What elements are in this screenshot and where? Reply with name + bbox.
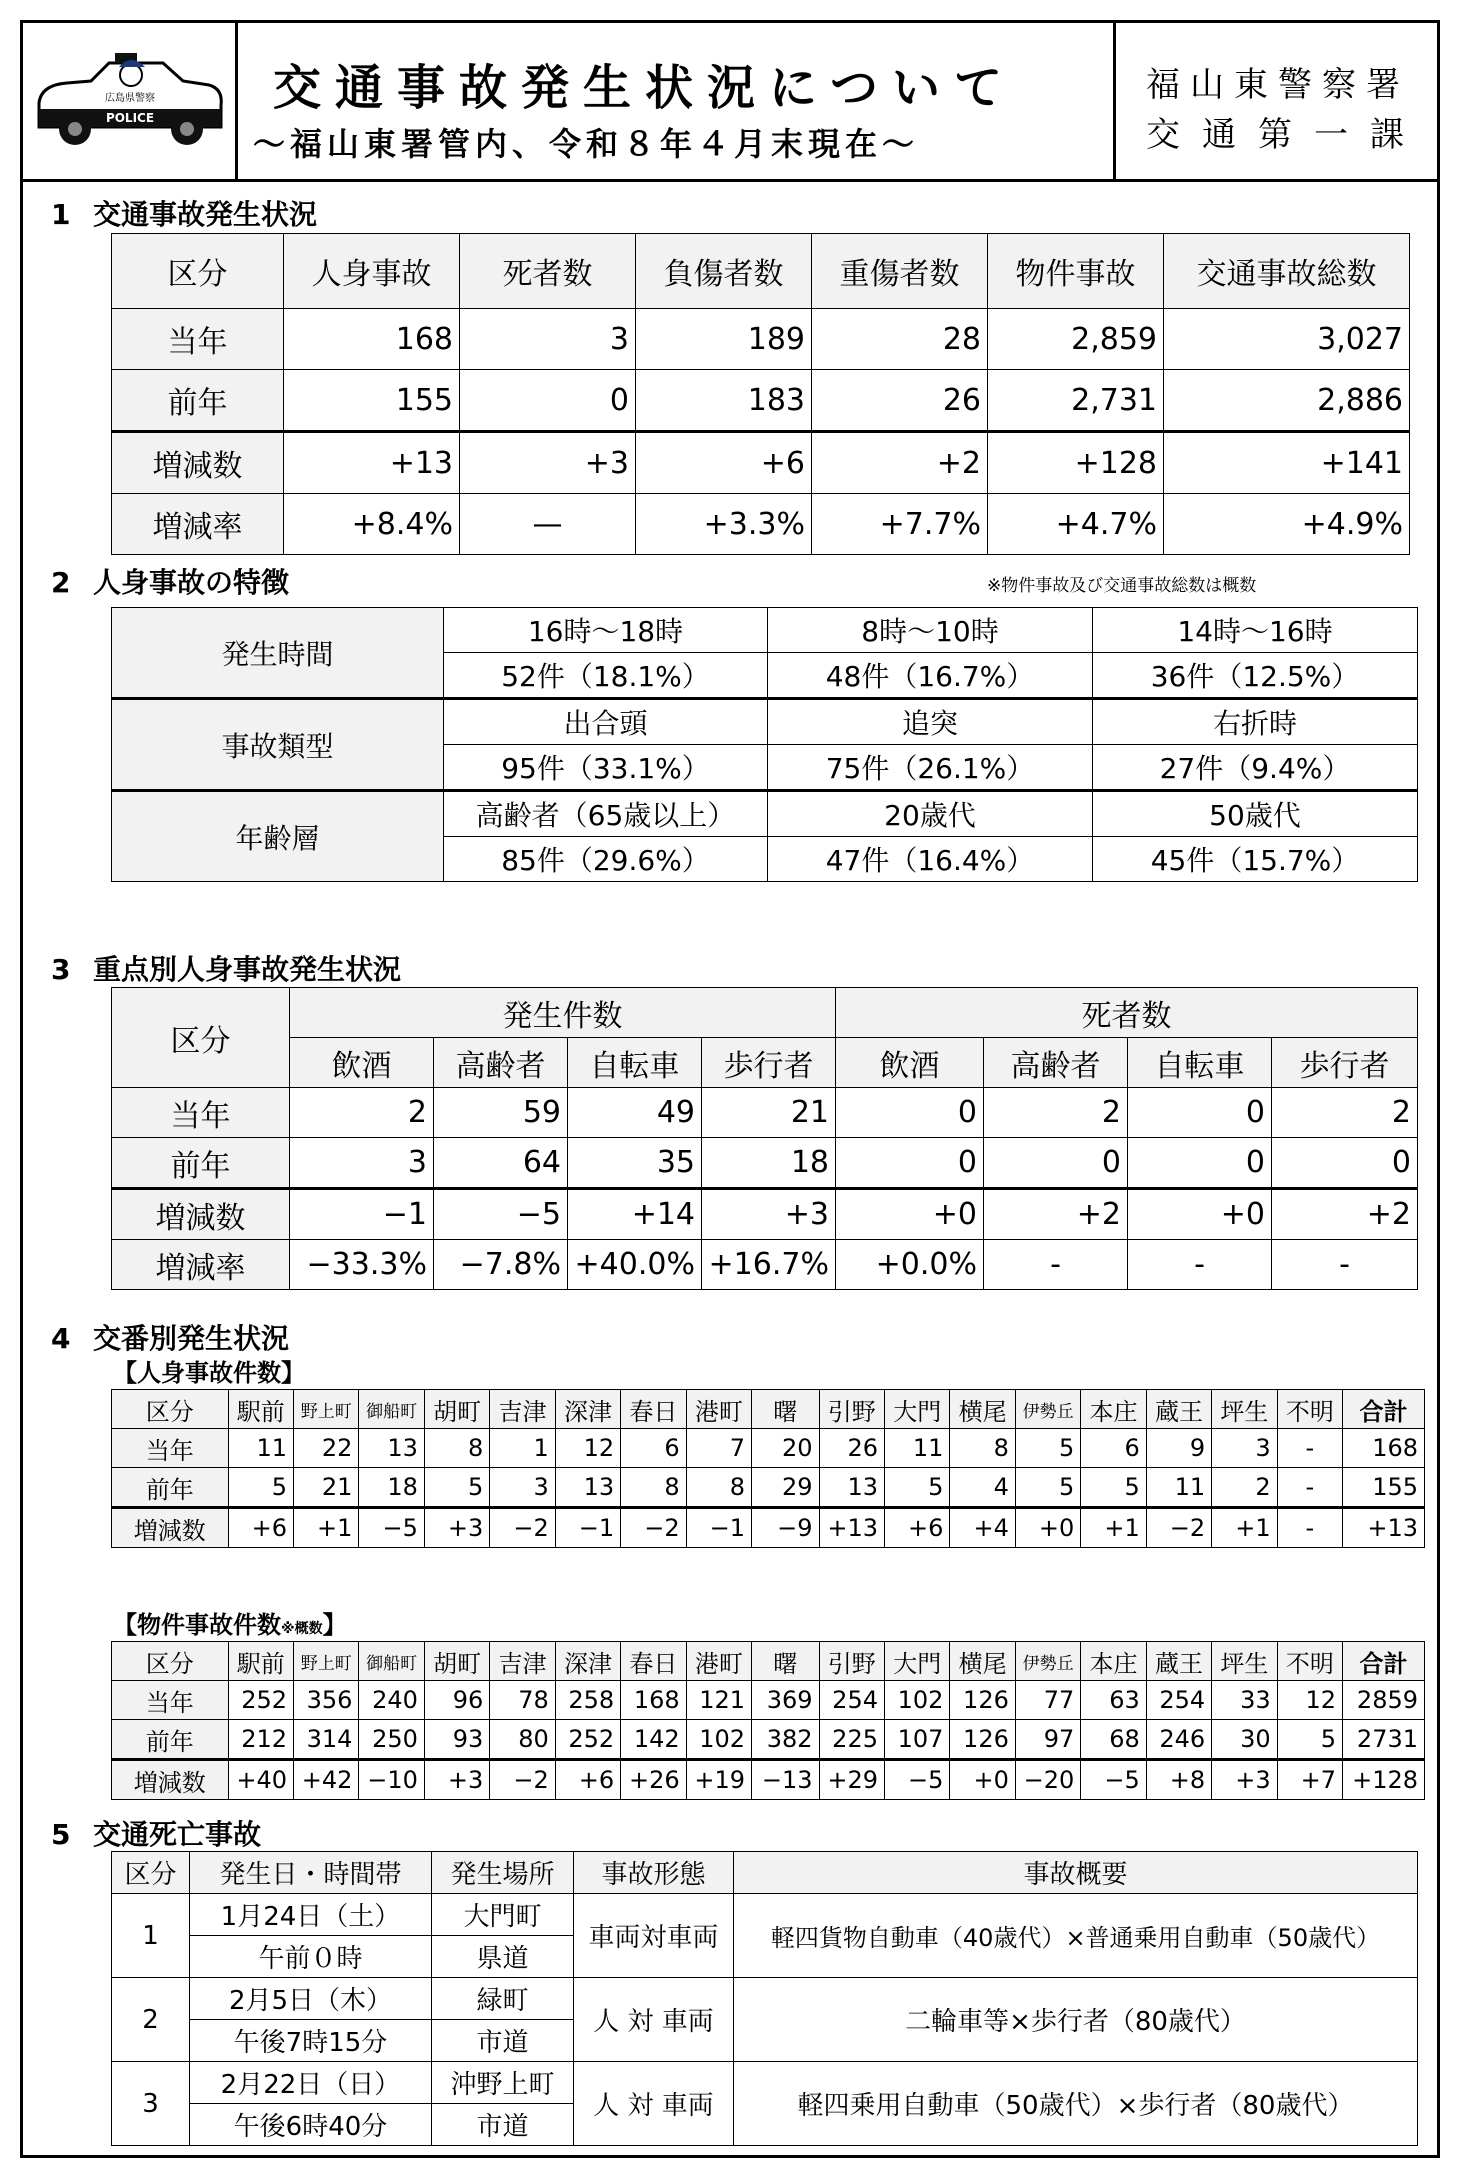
- table-row: 増減数 +40 +42 −10 +3 −2 +6 +26 +19 −13 +29 −5 +0 −20 −5 +8 +3 +7 +128: [112, 1760, 1425, 1800]
- organization-name: 福山東警察署: [1146, 65, 1410, 105]
- table-row: 当年 168 3 189 28 2,859 3,027: [112, 309, 1410, 370]
- header: [23, 23, 1437, 182]
- section-4-heading: 4 交番別発生状況: [51, 1322, 290, 1355]
- injury-count-subheading: 【人身事故件数】: [113, 1359, 305, 1387]
- section-1-heading: 1 交通事故発生状況: [51, 198, 318, 231]
- property-count-subheading: 【物件事故件数※概数】: [113, 1611, 347, 1639]
- table-row: 午後6時40分 市道: [112, 2104, 1418, 2146]
- table-row: 当年 11 22 13 8 1 12 6 7 20 26 11 8 5 6 9 3 - 168: [112, 1429, 1425, 1468]
- department-name: 交通第一課: [1146, 115, 1426, 155]
- page-subtitle: ～福山東署管内、令和８年４月末現在～: [253, 125, 920, 163]
- priority-accident-table: [111, 987, 1418, 1290]
- section-5-heading: 5 交通死亡事故: [51, 1818, 262, 1851]
- injury-features-table: [111, 607, 1418, 882]
- accident-summary-table: [111, 233, 1410, 555]
- table-row: 52件（18.1%） 48件（16.7%） 36件（12.5%）: [112, 653, 1418, 699]
- table-row: 増減数 −1 −5 +14 +3 +0 +2 +0 +2: [112, 1189, 1418, 1240]
- table-row: 発生時間 16時～18時 8時～10時 14時～16時: [112, 608, 1418, 653]
- table-header-row: 区分 人身事故 死者数 負傷者数 重傷者数 物件事故 交通事故総数: [112, 234, 1410, 309]
- svg-text:POLICE: POLICE: [105, 111, 155, 125]
- table-row: 増減数 +13 +3 +6 +2 +128 +141: [112, 432, 1410, 494]
- svg-text:広島県警察: 広島県警察: [105, 93, 155, 104]
- police-car-logo: [23, 23, 238, 179]
- fatal-accident-table: [111, 1851, 1418, 2146]
- table-header-row: 区分 駅前 野上町 御船町 胡町 吉津 深津 春日 港町 曙 引野 大門 横尾 伊勢丘 本庄 蔵王 坪生 不明 合計: [112, 1390, 1425, 1429]
- table-row: 95件（33.1%） 75件（26.1%） 27件（9.4%）: [112, 745, 1418, 791]
- page-title: 交通事故発生状況について: [273, 60, 1017, 116]
- table-row: 前年 212 314 250 93 80 252 142 102 382 225 107 126 97 68 246 30 5 2731: [112, 1720, 1425, 1760]
- note-approx: ※物件事故及び交通事故総数は概数: [987, 576, 1257, 596]
- table-row: 事故類型 出合頭 追突 右折時: [112, 699, 1418, 745]
- table-row: 年齢層 高齢者（65歳以上） 20歳代 50歳代: [112, 791, 1418, 837]
- table-header-row: 区分 発生日・時間帯 発生場所 事故形態 事故概要: [112, 1852, 1418, 1894]
- title-block: [238, 23, 1116, 179]
- table-row: 1 1月24日（土） 大門町 車両対車両 軽四貨物自動車（40歳代）×普通乗用自動車（50歳代）: [112, 1894, 1418, 1936]
- injury-by-koban-table: [111, 1389, 1425, 1548]
- table-header-row: 飲酒 高齢者 自転車 歩行者 飲酒 高齢者 自転車 歩行者: [112, 1038, 1418, 1088]
- table-row: 前年 5 21 18 5 3 13 8 8 29 13 5 4 5 5 11 2 - 155: [112, 1468, 1425, 1508]
- table-row: 85件（29.6%） 47件（16.4%） 45件（15.7%）: [112, 837, 1418, 882]
- table-row: 当年 252 356 240 96 78 258 168 121 369 254 102 126 77 63 254 33 12 2859: [112, 1681, 1425, 1720]
- table-header-row: 区分 発生件数 死者数: [112, 988, 1418, 1038]
- table-row: 前年 3 64 35 18 0 0 0 0: [112, 1138, 1418, 1189]
- table-row: 2 2月5日（木） 緑町 人 対 車両 二輪車等×歩行者（80歳代）: [112, 1978, 1418, 2020]
- section-2-heading: 2 人身事故の特徴: [51, 566, 290, 599]
- table-row: 3 2月22日（日） 沖野上町 人 対 車両 軽四乗用自動車（50歳代）×歩行者（80歳代）: [112, 2062, 1418, 2104]
- property-by-koban-table: [111, 1641, 1425, 1800]
- table-row: 午後7時15分 市道: [112, 2020, 1418, 2062]
- table-row: 増減率 +8.4% — +3.3% +7.7% +4.7% +4.9%: [112, 494, 1410, 555]
- table-row: 前年 155 0 183 26 2,731 2,886: [112, 370, 1410, 432]
- section-3-heading: 3 重点別人身事故発生状況: [51, 953, 402, 986]
- table-row: 増減率 −33.3% −7.8% +40.0% +16.7% +0.0% - - -: [112, 1240, 1418, 1290]
- table-row: 午前０時 県道: [112, 1936, 1418, 1978]
- table-header-row: 区分 駅前 野上町 御船町 胡町 吉津 深津 春日 港町 曙 引野 大門 横尾 伊勢丘 本庄 蔵王 坪生 不明 合計: [112, 1642, 1425, 1681]
- document-page: [20, 20, 1440, 2158]
- table-row: 増減数 +6 +1 −5 +3 −2 −1 −2 −1 −9 +13 +6 +4 +0 +1 −2 +1 - +13: [112, 1508, 1425, 1548]
- table-row: 当年 2 59 49 21 0 2 0 2: [112, 1088, 1418, 1138]
- organization-block: [1116, 23, 1437, 179]
